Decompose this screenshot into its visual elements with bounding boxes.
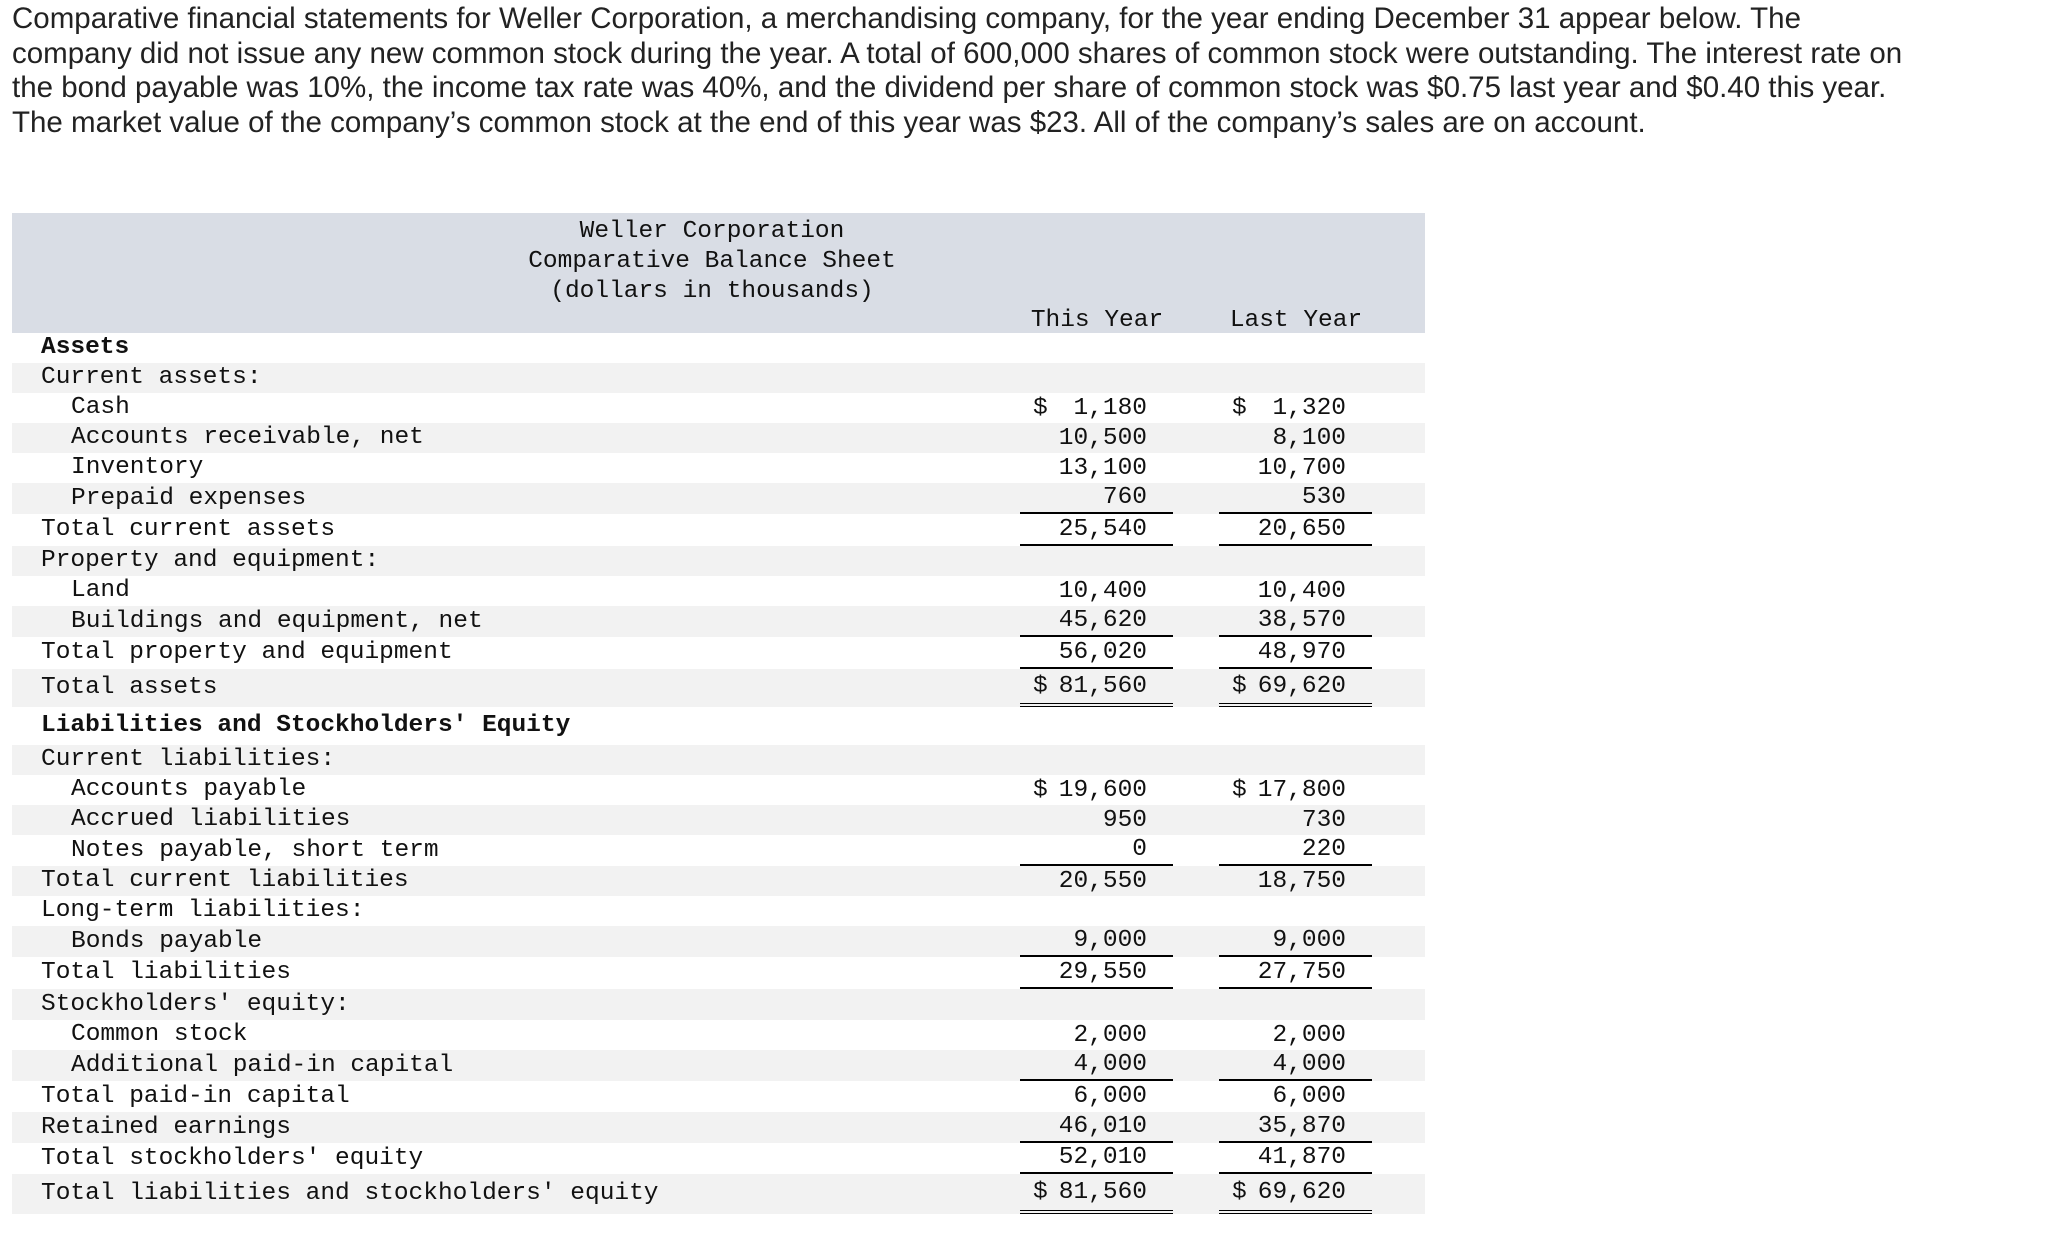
row-label: Buildings and equipment, net xyxy=(71,608,483,635)
amount: 13,100 xyxy=(1058,454,1147,482)
this-year-value xyxy=(1020,835,1173,866)
row-label: Cash xyxy=(71,394,130,421)
column-header-last-year: Last Year xyxy=(1229,307,1363,334)
row-label: Long-term liabilities: xyxy=(41,897,365,924)
row-label: Accounts payable xyxy=(71,776,307,803)
row-label: Liabilities and Stockholders' Equity xyxy=(41,712,571,739)
row-label: Common stock xyxy=(71,1021,248,1048)
amount: 530 xyxy=(1301,484,1346,511)
table-row xyxy=(12,669,1425,707)
column-header-this-year: This Year xyxy=(1030,307,1164,334)
amount: 69,620 xyxy=(1257,672,1346,700)
this-year-value xyxy=(1020,637,1173,669)
dollar-sign: $ xyxy=(1232,394,1247,422)
table-row xyxy=(12,707,1425,745)
table-header xyxy=(12,213,1425,333)
statement-title: Comparative Balance Sheet xyxy=(528,248,896,275)
amount: 20,650 xyxy=(1257,515,1346,543)
amount: 35,870 xyxy=(1257,1113,1346,1140)
amount: 18,750 xyxy=(1257,867,1346,895)
row-label: Total property and equipment xyxy=(41,639,453,666)
this-year-value xyxy=(1020,1020,1173,1050)
amount: 10,700 xyxy=(1257,454,1346,482)
table-row xyxy=(12,333,1425,363)
last-year-value xyxy=(1219,423,1372,453)
this-year-value xyxy=(1020,926,1173,957)
last-year-value xyxy=(1219,514,1372,546)
this-year-value xyxy=(1020,1112,1173,1143)
this-year-value xyxy=(1020,669,1173,707)
row-label: Retained earnings xyxy=(41,1114,291,1141)
this-year-value xyxy=(1020,1174,1173,1214)
row-label: Inventory xyxy=(71,454,204,481)
dollar-sign: $ xyxy=(1232,776,1247,804)
this-year-value xyxy=(1020,453,1173,483)
table-row xyxy=(12,514,1425,546)
amount: 760 xyxy=(1102,484,1147,511)
table-row xyxy=(12,866,1425,896)
last-year-value xyxy=(1219,669,1372,707)
amount: 17,800 xyxy=(1257,776,1346,804)
row-label: Total paid-in capital xyxy=(41,1083,350,1110)
last-year-value xyxy=(1219,1081,1372,1112)
table-row xyxy=(12,1112,1425,1143)
amount: 6,000 xyxy=(1272,1083,1346,1110)
this-year-value xyxy=(1020,1050,1173,1081)
amount: 52,010 xyxy=(1058,1144,1147,1171)
last-year-value xyxy=(1219,805,1372,835)
amount: 1,180 xyxy=(1073,394,1147,422)
table-row xyxy=(12,1081,1425,1112)
last-year-value xyxy=(1219,1143,1372,1174)
dollar-sign: $ xyxy=(1033,1178,1048,1206)
row-label: Stockholders' equity: xyxy=(41,991,350,1018)
comparative-balance-sheet xyxy=(12,213,1425,1214)
this-year-value xyxy=(1020,1081,1173,1112)
this-year-value xyxy=(1020,514,1173,546)
amount: 20,550 xyxy=(1058,867,1147,895)
amount: 8,100 xyxy=(1272,424,1346,452)
last-year-value xyxy=(1219,393,1372,423)
this-year-value xyxy=(1020,606,1173,637)
last-year-value xyxy=(1219,1050,1372,1081)
last-year-value xyxy=(1219,866,1372,896)
table-row xyxy=(12,745,1425,775)
table-row xyxy=(12,453,1425,483)
amount: 2,000 xyxy=(1073,1021,1147,1049)
amount: 48,970 xyxy=(1257,638,1346,666)
last-year-value xyxy=(1219,775,1372,805)
dollar-sign: $ xyxy=(1033,672,1048,700)
this-year-value xyxy=(1020,775,1173,805)
amount: 81,560 xyxy=(1058,1178,1147,1206)
amount: 38,570 xyxy=(1257,607,1346,634)
last-year-value xyxy=(1219,453,1372,483)
dollar-sign: $ xyxy=(1033,776,1048,804)
table-row xyxy=(12,606,1425,637)
amount: 56,020 xyxy=(1058,638,1147,666)
this-year-value xyxy=(1020,805,1173,835)
row-label: Current assets: xyxy=(41,364,262,391)
table-row xyxy=(12,805,1425,835)
last-year-value xyxy=(1219,835,1372,866)
table-row xyxy=(12,423,1425,453)
last-year-value xyxy=(1219,483,1372,514)
last-year-value xyxy=(1219,1112,1372,1143)
amount: 41,870 xyxy=(1257,1144,1346,1171)
table-row xyxy=(12,576,1425,606)
row-label: Total assets xyxy=(41,674,218,701)
dollar-sign: $ xyxy=(1232,1178,1247,1206)
last-year-value xyxy=(1219,957,1372,989)
table-row xyxy=(12,637,1425,669)
company-name: Weller Corporation xyxy=(579,218,845,245)
amount: 9,000 xyxy=(1073,927,1147,954)
last-year-value xyxy=(1219,926,1372,957)
table-row xyxy=(12,926,1425,957)
amount: 220 xyxy=(1301,836,1346,863)
amount: 45,620 xyxy=(1058,607,1147,634)
amount: 9,000 xyxy=(1272,927,1346,954)
amount: 25,540 xyxy=(1058,515,1147,543)
table-row xyxy=(12,363,1425,393)
units-note: (dollars in thousands) xyxy=(550,278,874,305)
table-row xyxy=(12,775,1425,805)
table-row xyxy=(12,1143,1425,1174)
amount: 0 xyxy=(1132,836,1147,863)
row-label: Total liabilities xyxy=(41,959,291,986)
last-year-value xyxy=(1219,606,1372,637)
amount: 27,750 xyxy=(1257,958,1346,986)
amount: 46,010 xyxy=(1058,1113,1147,1140)
row-label: Additional paid-in capital xyxy=(71,1052,454,1079)
last-year-value xyxy=(1219,1020,1372,1050)
amount: 4,000 xyxy=(1073,1051,1147,1078)
dollar-sign: $ xyxy=(1232,672,1247,700)
last-year-value xyxy=(1219,1174,1372,1214)
this-year-value xyxy=(1020,957,1173,989)
amount: 19,600 xyxy=(1058,776,1147,804)
this-year-value xyxy=(1020,483,1173,514)
table-row xyxy=(12,835,1425,866)
row-label: Assets xyxy=(41,334,130,361)
problem-statement: Comparative financial statements for Weller Corporation, a merchandising company, for the year ending December 31 appear below. The company did not issue any new common stock during the year. A total of 600,000 shares of common stock were outstanding. The interest rate on the bond payable was 10%, the income tax rate was 40%, and the dividend per share of common stock was $0.75 last year and $0.40 this year. The market value of the company’s common stock at the end of this year was $23. All of the company’s sales are on account. xyxy=(12,2,1903,139)
amount: 29,550 xyxy=(1058,958,1147,986)
table-row xyxy=(12,989,1425,1020)
row-label: Total stockholders' equity xyxy=(41,1145,424,1172)
amount: 10,400 xyxy=(1257,577,1346,605)
this-year-value xyxy=(1020,393,1173,423)
table-row xyxy=(12,957,1425,989)
balance-sheet-rows xyxy=(12,333,1425,1214)
this-year-value xyxy=(1020,576,1173,606)
amount: 81,560 xyxy=(1058,672,1147,700)
row-label: Total liabilities and stockholders' equity xyxy=(41,1180,659,1207)
amount: 10,400 xyxy=(1058,577,1147,605)
amount: 950 xyxy=(1102,806,1147,834)
last-year-value xyxy=(1219,576,1372,606)
amount: 4,000 xyxy=(1272,1051,1346,1078)
this-year-value xyxy=(1020,1143,1173,1174)
row-label: Current liabilities: xyxy=(41,746,336,773)
row-label: Prepaid expenses xyxy=(71,485,307,512)
row-label: Total current assets xyxy=(41,516,336,543)
amount: 10,500 xyxy=(1058,424,1147,452)
row-label: Property and equipment: xyxy=(41,547,380,574)
this-year-value xyxy=(1020,423,1173,453)
last-year-value xyxy=(1219,637,1372,669)
table-row xyxy=(12,393,1425,423)
row-label: Notes payable, short term xyxy=(71,837,439,864)
table-row xyxy=(12,1020,1425,1050)
table-row xyxy=(12,896,1425,926)
table-row xyxy=(12,1050,1425,1081)
table-row xyxy=(12,1174,1425,1214)
amount: 6,000 xyxy=(1073,1083,1147,1110)
dollar-sign: $ xyxy=(1033,394,1048,422)
amount: 2,000 xyxy=(1272,1021,1346,1049)
amount: 69,620 xyxy=(1257,1178,1346,1206)
row-label: Accrued liabilities xyxy=(71,806,351,833)
this-year-value xyxy=(1020,866,1173,896)
row-label: Land xyxy=(71,577,130,604)
table-row xyxy=(12,546,1425,576)
row-label: Total current liabilities xyxy=(41,867,409,894)
amount: 1,320 xyxy=(1272,394,1346,422)
table-row xyxy=(12,483,1425,514)
row-label: Bonds payable xyxy=(71,928,263,955)
amount: 730 xyxy=(1301,806,1346,834)
row-label: Accounts receivable, net xyxy=(71,424,424,451)
